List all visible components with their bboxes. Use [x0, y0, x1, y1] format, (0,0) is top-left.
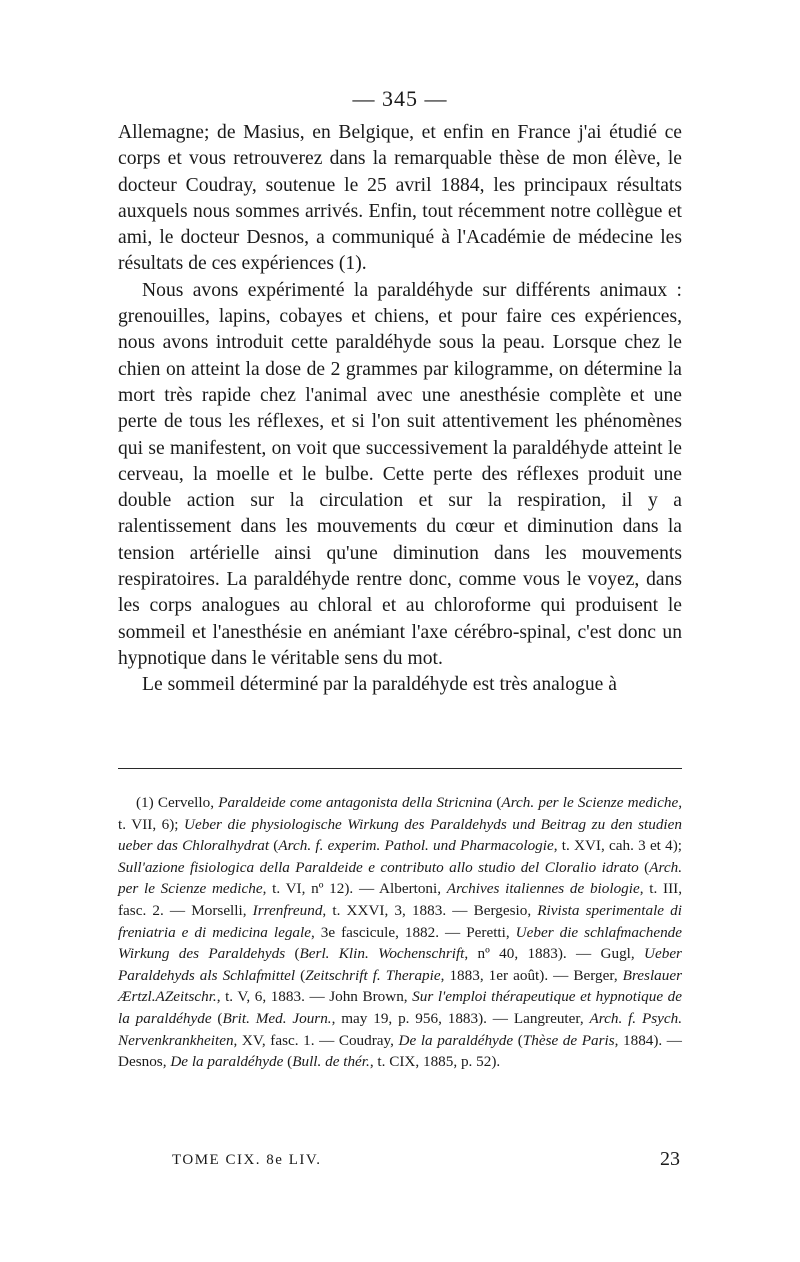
footnote-text: , XV, fasc. 1. — Coudray, — [233, 1031, 399, 1049]
footnote-citation-title: Arch. f. Psych. Nervenkrankheiten — [118, 1009, 683, 1049]
footnote-text: ( — [269, 837, 279, 855]
footnote-citation-title: Ueber Paraldehyds als Schlafmittel — [118, 945, 682, 984]
footnote-text: ( — [513, 1031, 523, 1049]
footnote-citation-title: De la paraldéhyde — [398, 1031, 514, 1049]
footnote-text: , 3e fascicule, 1882. — Peretti, — [310, 923, 516, 941]
paragraph-2: Nous avons expérimenté la paraldéhyde sur différents animaux : grenouilles, lapins, cobayes et chiens, et pour faire ces expériences, nous avons introduit cette paraldéhyde sous la peau. Lorsque chez le chien on atteint la dose de 2 grammes par kilogramme, on détermine la mort très rapide chez l'animal avec une anesthésie complète et une perte de tous les réflexes, et si l'on suit attentivement les phénomènes qui se manifestent, on voit que successivement la paraldéhyde atteint le cerveau, la moelle et le bulbe. Cette perte des réflexes produit une double action sur la circulation et sur la respiration, il y a ralentissement dans les mouvements du cœur et diminution dans la tension artérielle ainsi qu'une diminution dans les mouvements respiratoires. La paraldéhyde rentre donc, comme vous le voyez, dans les corps analogues au chloral et au chloroforme qui produisent le sommeil et l'anesthésie en anémiant l'axe cérébro-spinal, c'est donc un hypnotique dans le véritable sens du mot. — [118, 279, 682, 669]
volume-signature: TOME CIX. 8e LIV. — [172, 1152, 322, 1168]
footnote-citation-title: Thèse de Paris — [522, 1031, 615, 1049]
footnote-text: ( — [283, 1053, 293, 1071]
footnote-citation-title: Bull. de thér. — [292, 1053, 370, 1071]
footnote — [118, 792, 682, 1073]
footnote-citation-title: Arch. f. experim. Pathol. und Pharmacologie — [278, 837, 554, 855]
footnote-citation-title: Brit. Med. Journ. — [222, 1009, 332, 1027]
footnote-text: , nº 40, 1883). — Gugl, — [464, 945, 645, 963]
footnote-citation-title: Berl. Klin. Wochenschrift — [299, 945, 465, 963]
footnote-citation-title: Sur l'emploi thérapeutique et hypnotique de la paraldéhyde — [118, 988, 682, 1027]
footnote-citation-title: Arch. per le Scienze mediche — [501, 794, 679, 811]
footnote-citation-title: Zeitschrift f. Therapie — [305, 966, 441, 984]
footnote-citation-title: Irrenfreund — [252, 901, 323, 919]
footnote-text: ( — [295, 966, 306, 984]
footnote-text: Cervello, — [157, 794, 219, 811]
main-text — [118, 120, 682, 699]
footnote-text: ( — [211, 1009, 223, 1027]
footnote-content — [118, 794, 682, 1070]
footnote-citation-title: Sull'azione fisiologica della Paraldeide e contributo allo studio del Cloralio idrato — [118, 858, 639, 876]
paragraph-3: Le sommeil déterminé par la paraldéhyde est très analogue à — [142, 674, 617, 696]
footnote-text: , t. III, fasc. 2. — Morselli, — [118, 880, 683, 919]
footnote-citation-title: Archives italiennes de biologie — [446, 880, 640, 898]
footnote-text: , t. XXVI, 3, 1883. — Bergesio, — [322, 901, 538, 919]
signature-line — [172, 1148, 680, 1170]
page-number: — 345 — — [352, 86, 448, 111]
footnote-citation-title: Arch. per le Scienze mediche — [118, 858, 682, 898]
footnote-text: , t. V, 6, 1883. — John Brown, — [216, 988, 413, 1006]
signature-number: 23 — [660, 1148, 680, 1170]
footnote-text: ( — [492, 794, 502, 811]
footnote-text: , 1883, 1er août). — Berger, — [440, 966, 623, 984]
footnote-marker: (1) — [136, 794, 154, 811]
footnote-citation-title: Paraldeide come antagonista della Stricnina — [218, 794, 493, 811]
footnote-text: , t. VI, nº 12). — Albertoni, — [262, 880, 447, 898]
paragraph-1: Allemagne; de Masius, en Belgique, et enfin en France j'ai étudié ce corps et vous retrouverez dans la remarquable thèse de mon élève, le docteur Coudray, soutenue le 25 avril 1884, les principaux résultats auxquels nous sommes arrivés. Enfin, tout récemment notre collègue et ami, le docteur Desnos, a communiqué à l'Académie de médecine les résultats de ces expériences (1). — [118, 122, 682, 275]
footnote-text: ( — [285, 945, 300, 963]
footnote-text: , may 19, p. 956, 1883). — Langreuter, — [331, 1009, 590, 1027]
footnote-text: , t. CIX, 1885, p. 52). — [369, 1053, 501, 1071]
footnote-text: , t. XVI, cah. 3 et 4); — [553, 837, 683, 855]
footnote-text: , 1884). — Desnos, — [118, 1031, 682, 1071]
footnote-citation-title: Breslauer Ærtzl.AZeitschr. — [118, 966, 683, 1006]
footnote-citation-title: De la paraldéhyde — [170, 1053, 284, 1071]
footnote-divider — [118, 768, 682, 769]
footnote-text: ( — [638, 858, 650, 876]
footnote-citation-title: Rivista sperimentale di freniatria e di medicina legale — [118, 901, 682, 941]
footnote-text: , t. VII, 6); — [118, 794, 683, 833]
footnote-citation-title: Ueber die physiologische Wirkung des Paraldehyds und Beitrag zu den studien ueber das Chloralhydrat — [118, 815, 682, 855]
footnote-citation-title: Ueber die schlafmachende Wirkung des Paraldehyds — [118, 923, 682, 963]
